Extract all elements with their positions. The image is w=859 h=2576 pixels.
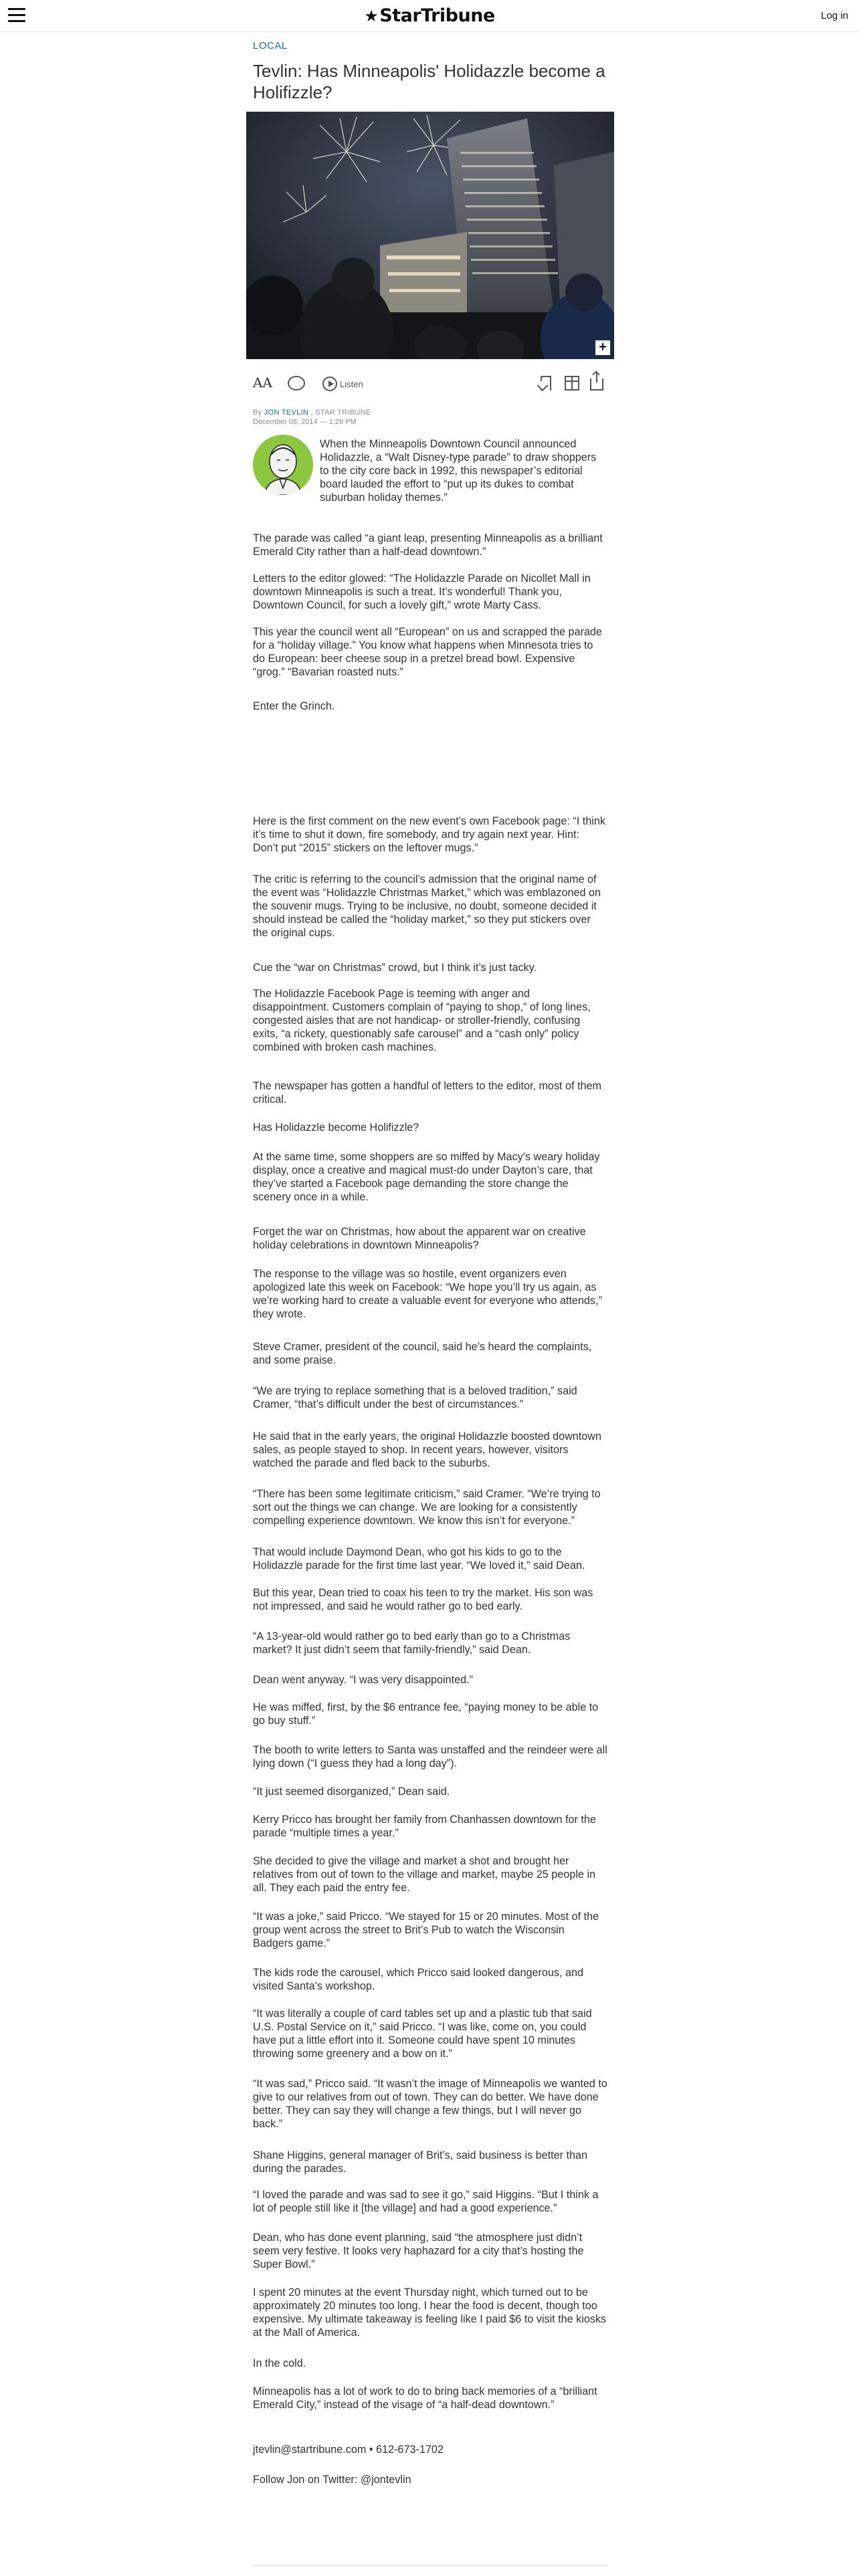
share-icon[interactable] <box>590 379 603 391</box>
paragraph: Enter the Grinch. <box>253 700 335 712</box>
divider <box>253 2565 607 2566</box>
paragraph: “It was sad,” Pricco said. “It wasn’t the image of Minneapolis we wanted to give to our relatives from out of town. They can do better. We have done better. They can say they will change a few things, but I will never go back.” <box>253 2078 607 2130</box>
paragraph: In the cold. <box>253 2357 306 2369</box>
paragraph: “A 13-year-old would rather go to bed early than go to a Christmas market? It just didn’t seem that family-friendly,” said Dean. <box>253 1630 571 1656</box>
paragraph: But this year, Dean tried to coax his teen to try the market. His son was not impressed, and said he would rather go to bed early. <box>253 1587 593 1612</box>
paragraph: Shane Higgins, general manager of Brit’s, said business is better than during the parades. <box>253 2149 588 2175</box>
author-headshot <box>253 435 313 495</box>
fireworks-photo <box>246 112 614 359</box>
paragraph: He said that in the early years, the original Holidazzle boosted downtown sales, as people stayed to shop. In recent years, however, visitors watched the parade and fled back to the suburbs. <box>253 1430 601 1469</box>
paragraph: Steve Cramer, president of the council, said he’s heard the complaints, and some praise. <box>253 1341 592 1366</box>
byline-prefix: By <box>253 409 264 417</box>
paragraph: I spent 20 minutes at the event Thursday night, which turned out to be approximately 20 minutes too long. I hear the food is decent, though too expensive. My ultimate takeaway is feeling like I paid $6 to visit the kiosks at the Mall of America. <box>253 2286 607 2339</box>
byline <box>253 409 371 417</box>
paragraph: The critic is referring to the council’s admission that the original name of the event was “Holidazzle Christmas Market,” which was emblazoned on the souvenir mugs. Trying to be inclusive, no doubt, someone decided it should instead be called the “holiday market,” so they put stickers over the original cups. <box>253 873 601 939</box>
paragraph: He was miffed, first, by the $6 entrance fee, “paying money to be able to go buy stuff.” <box>253 1701 599 1727</box>
paragraph: Minneapolis has a lot of work to do to bring back memories of a “brilliant Emerald City,” instead of the visage of “a half-dead downtown.” <box>253 2385 597 2411</box>
paragraph: The response to the village was so hostile, event organizers even apologized late this week on Facebook: “We hope you’ll try us again, as we’re working hard to create a valuable event for everyone who attends,” they wrote. <box>253 1268 602 1320</box>
contact-line[interactable]: jtevlin@startribune.com • 612-673-1702 <box>253 2444 444 2456</box>
paragraph: Forget the war on Christmas, how about the apparent war on creative holiday celebrations in downtown Minneapolis? <box>253 1226 586 1251</box>
paragraph: “It was a joke,” said Pricco. “We stayed for 15 or 20 minutes. Most of the group went across the street to Brit’s Pub to watch the Wisconsin Badgers game.” <box>253 1911 599 1949</box>
top-bar <box>0 0 859 32</box>
paragraph: The kids rode the carousel, which Pricco said looked dangerous, and visited Santa’s workshop. <box>253 1967 584 1992</box>
paragraph: “It was literally a couple of card tables set up and a plastic tub that said U.S. Postal Service on it,” said Pricco. “I was like, come on, you could have put a little effort into it. Someone could have spent 10 minutes throwing some greenery and a bow on it.” <box>253 2008 592 2060</box>
paragraph: Here is the first comment on the new event’s own Facebook page: “I think it’s time to shut it down, fire somebody, and try again next year. Hint: Don’t put “2015” stickers on the leftover mugs.” <box>253 815 605 854</box>
hero-image[interactable] <box>246 112 614 359</box>
section-label[interactable]: LOCAL <box>253 40 288 51</box>
bookmark-icon[interactable] <box>541 376 551 391</box>
paragraph: That would include Daymond Dean, who got his kids to go to the Holidazzle parade for the first time last year. “We loved it,” said Dean. <box>253 1546 585 1572</box>
twitter-line[interactable]: Follow Jon on Twitter: @jontevlin <box>253 2474 411 2486</box>
publish-date: December 08, 2014 — 1:29 PM <box>253 418 357 426</box>
paragraph: “It just seemed disorganized,” Dean said. <box>253 1786 450 1798</box>
expand-icon[interactable]: + <box>595 340 610 355</box>
paragraph: Dean went anyway. “I was very disappointed.” <box>253 1674 474 1686</box>
paragraph: “There has been some legitimate criticism,” said Cramer. “We’re trying to sort out the things we can change. We are looking for a consistently compelling experience downtown. We know this isn’t for everyone.” <box>253 1488 601 1527</box>
paragraph: Has Holidazzle become Holifizzle? <box>253 1121 419 1134</box>
paragraph: Cue the “war on Christmas” crowd, but I think it’s just tacky. <box>253 962 537 974</box>
listen-label: Listen <box>340 379 363 389</box>
paragraph: Kerry Pricco has brought her family from Chanhassen downtown for the parade “multiple times a year.” <box>253 1814 596 1839</box>
play-icon <box>322 377 337 391</box>
paragraph: “I loved the parade and was sad to see it go,” said Higgins. “But I think a lot of people still like it [the village] and had a good experience.” <box>253 2189 599 2214</box>
paragraph: When the Minneapolis Downtown Council announced Holidazzle, a “Walt Disney-type parade” to draw shoppers to the city core back in 1992, this newspaper’s editorial board lauded the effort to “put up its dukes to combat suburban holiday themes.” <box>320 438 597 504</box>
paragraph: This year the council went all “European” on us and scrapped the parade for a “holiday village.” You know what happens when Minnesota tries to do European: beer cheese soup in a pretzel bread bowl. Expensive “grog.” “Bavarian roasted nuts.” <box>253 626 602 678</box>
gift-icon[interactable] <box>565 376 579 391</box>
site-logo[interactable] <box>0 5 859 26</box>
paragraph: “We are trying to replace something that is a beloved tradition,” said Cramer, “that’s difficult under the best of circumstances.” <box>253 1385 577 1410</box>
login-link[interactable]: Log in <box>821 10 848 21</box>
article-toolbar <box>253 374 607 395</box>
paragraph: The booth to write letters to Santa was unstaffed and the reindeer were all lying down (“I guess they had a long day”). <box>253 1744 607 1769</box>
byline-source: , STAR TRIBUNE <box>308 409 371 417</box>
listen-button[interactable] <box>322 376 363 392</box>
paragraph: At the same time, some shoppers are so miffed by Macy’s weary holiday display, once a creative and magical must-do under Dayton’s care, that they’ve started a Facebook page demanding the store change the scenery once in a while. <box>253 1151 600 1203</box>
paragraph: The parade was called “a giant leap, presenting Minneapolis as a brilliant Emerald City rather than a half-dead downtown.” <box>253 532 603 558</box>
paragraph: The Holidazzle Facebook Page is teeming with anger and disappointment. Customers complain of “paying to shop,” of long lines, congested aisles that are not handicap- or stroller-friendly, confusing exits, “a rickety, questionably safe carousel” and a “cash only” policy combined with broken cash machines. <box>253 988 591 1053</box>
paragraph: She decided to give the village and market a shot and brought her relatives from out of town to the village and market, maybe 25 people in all. They each paid the entry fee. <box>253 1855 595 1894</box>
comment-icon[interactable] <box>288 376 305 391</box>
logo-text: StarTribune <box>379 5 495 26</box>
author-link[interactable]: JON TEVLIN <box>264 409 309 417</box>
paragraph: Letters to the editor glowed: “The Holidazzle Parade on Nicollet Mall in downtown Minneapolis is such a treat. It’s wonderful! Thank you, Downtown Council, for such a lovely gift,” wrote Marty Cass. <box>253 572 591 611</box>
font-size-icon[interactable]: AA <box>253 374 272 391</box>
paragraph: The newspaper has gotten a handful of letters to the editor, most of them critical. <box>253 1080 602 1105</box>
headline: Tevlin: Has Minneapolis' Holidazzle become a Holifizzle? <box>253 61 605 102</box>
paragraph: Dean, who has done event planning, said “the atmosphere just didn’t seem very festive. It looks very haphazard for a city that’s hosting the Super Bowl.” <box>253 2232 584 2270</box>
star-icon: ★ <box>364 7 379 25</box>
